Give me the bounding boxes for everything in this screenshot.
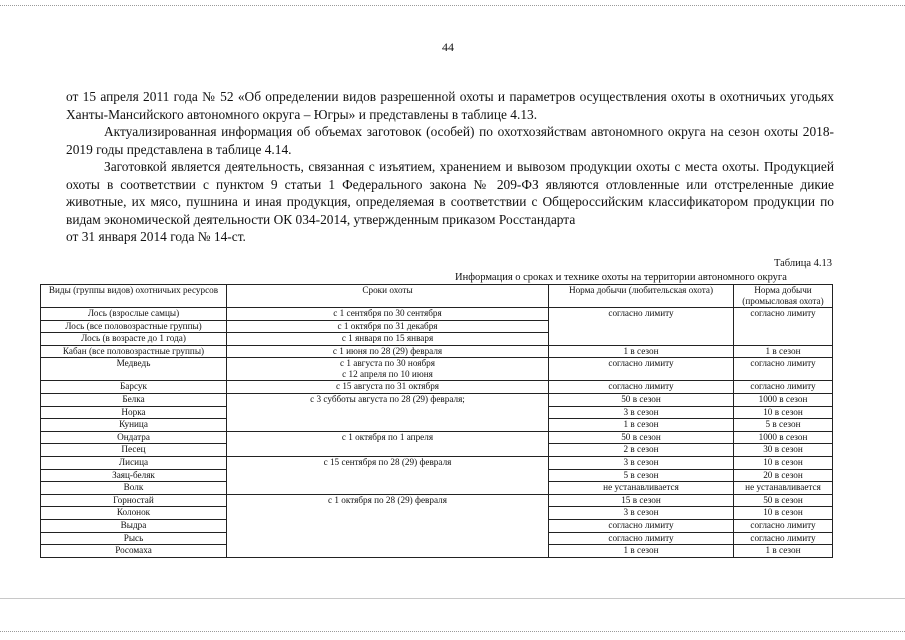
commercial-cell: согласно лимиту <box>734 308 833 346</box>
species-cell: Кабан (все половозрастные группы) <box>41 345 227 358</box>
amateur-cell: 50 в сезон <box>549 393 734 406</box>
commercial-cell: не устанавливается <box>734 482 833 495</box>
dates-cell <box>227 358 549 381</box>
amateur-cell: 3 в сезон <box>549 456 734 469</box>
commercial-cell: 30 в сезон <box>734 444 833 457</box>
table-row <box>41 393 833 406</box>
dates-line: с 12 апреля по 10 июня <box>342 369 433 380</box>
scan-edge-top <box>0 5 905 6</box>
header-dates: Сроки охоты <box>227 285 549 308</box>
species-cell: Росомаха <box>41 545 227 558</box>
commercial-cell: 1 в сезон <box>734 345 833 358</box>
amateur-cell: не устанавливается <box>549 482 734 495</box>
species-cell: Лось (в возрасте до 1 года) <box>41 333 227 346</box>
header-species: Виды (группы видов) охотничьих ресурсов <box>41 285 227 308</box>
dates-line: с 1 августа по 30 ноября <box>340 358 435 369</box>
species-cell: Горностай <box>41 494 227 507</box>
commercial-cell: 1000 в сезон <box>734 431 833 444</box>
commercial-cell: согласно лимиту <box>734 519 833 532</box>
dates-cell: с 15 сентября по 28 (29) февраля <box>227 456 549 494</box>
amateur-cell: 3 в сезон <box>549 406 734 419</box>
table-row <box>41 308 833 321</box>
table-header-row <box>41 285 833 308</box>
commercial-cell: 10 в сезон <box>734 406 833 419</box>
species-cell: Медведь <box>41 358 227 381</box>
dates-cell: с 1 октября по 28 (29) февраля <box>227 494 549 557</box>
species-cell: Рысь <box>41 532 227 545</box>
amateur-cell: 3 в сезон <box>549 507 734 520</box>
table-row <box>41 494 833 507</box>
scan-line <box>0 598 905 599</box>
commercial-cell: 50 в сезон <box>734 494 833 507</box>
table-title: Информация о сроках и технике охоты на территории автономного округа <box>455 272 787 283</box>
amateur-cell: 5 в сезон <box>549 469 734 482</box>
dates-cell: с 1 октября по 1 апреля <box>227 431 549 456</box>
scan-edge-bottom <box>0 631 905 632</box>
commercial-cell: 20 в сезон <box>734 469 833 482</box>
amateur-cell: 1 в сезон <box>549 345 734 358</box>
amateur-cell: согласно лимиту <box>549 519 734 532</box>
dates-cell: с 1 июня по 28 (29) февраля <box>227 345 549 358</box>
species-cell: Барсук <box>41 381 227 394</box>
species-cell: Куница <box>41 419 227 432</box>
amateur-cell: согласно лимиту <box>549 381 734 394</box>
species-cell: Колонок <box>41 507 227 520</box>
dates-cell: с 1 января по 15 января <box>227 333 549 346</box>
table-row <box>41 431 833 444</box>
amateur-cell: согласно лимиту <box>549 532 734 545</box>
species-cell: Лисица <box>41 456 227 469</box>
paragraph-1: от 15 апреля 2011 года № 52 «Об определении видов разрешенной охоты и параметров осуществления охоты в охотничьих угодьях Ханты-Мансийского автономного округа – Югры» и представлены в таблице 4.13. <box>66 89 834 122</box>
amateur-cell: 1 в сезон <box>549 545 734 558</box>
commercial-cell: 10 в сезон <box>734 507 833 520</box>
header-commercial: Норма добычи (промысловая охота) <box>734 285 833 308</box>
amateur-cell: 50 в сезон <box>549 431 734 444</box>
paragraph-4: от 31 января 2014 года № 14-ст. <box>66 229 246 244</box>
amateur-cell: 1 в сезон <box>549 419 734 432</box>
header-amateur: Норма добычи (любительская охота) <box>549 285 734 308</box>
page-number: 44 <box>442 40 454 54</box>
table-caption: Таблица 4.13 <box>773 258 832 269</box>
dates-cell: с 15 августа по 31 октября <box>227 381 549 394</box>
commercial-cell: согласно лимиту <box>734 532 833 545</box>
amateur-cell: согласно лимиту <box>549 358 734 381</box>
species-cell: Ондатра <box>41 431 227 444</box>
paragraph-2: Актуализированная информация об объемах заготовок (особей) по охотхозяйствам автономного округа на сезон охоты 2018-2019 годы представлена в таблице 4.14. <box>66 124 834 157</box>
species-cell: Волк <box>41 482 227 495</box>
hunting-table <box>40 284 833 558</box>
species-cell: Лось (взрослые самцы) <box>41 308 227 321</box>
commercial-cell: 10 в сезон <box>734 456 833 469</box>
body-text <box>66 88 834 246</box>
species-cell: Выдра <box>41 519 227 532</box>
species-cell: Заяц-беляк <box>41 469 227 482</box>
amateur-cell: согласно лимиту <box>549 308 734 346</box>
table-row <box>41 456 833 469</box>
species-cell: Песец <box>41 444 227 457</box>
amateur-cell: 15 в сезон <box>549 494 734 507</box>
commercial-cell: 1000 в сезон <box>734 393 833 406</box>
dates-cell: с 1 сентября по 30 сентября <box>227 308 549 321</box>
commercial-cell: 5 в сезон <box>734 419 833 432</box>
commercial-cell: 1 в сезон <box>734 545 833 558</box>
species-cell: Белка <box>41 393 227 406</box>
amateur-cell: 2 в сезон <box>549 444 734 457</box>
species-cell: Норка <box>41 406 227 419</box>
paragraph-3: Заготовкой является деятельность, связанная с изъятием, хранением и вывозом продукции охоты с места охоты. Продукцией охоты в соответствии с пунктом 9 статьи 1 Федерального закона № 209-ФЗ являются отловленные или отстреленные дикие животные, их мясо, пушнина и иная продукция, определяемая в соответствии с Общероссийским классификатором продукции по видам экономической деятельности ОК 034-2014, утвержденным приказом Росстандарта <box>66 159 834 227</box>
commercial-cell: согласно лимиту <box>734 381 833 394</box>
dates-cell: с 3 субботы августа по 28 (29) февраля; <box>227 393 549 431</box>
table-row <box>41 381 833 394</box>
dates-cell: с 1 октября по 31 декабря <box>227 320 549 333</box>
species-cell: Лось (все половозрастные группы) <box>41 320 227 333</box>
table-row <box>41 358 833 381</box>
commercial-cell: согласно лимиту <box>734 358 833 381</box>
table-row <box>41 345 833 358</box>
